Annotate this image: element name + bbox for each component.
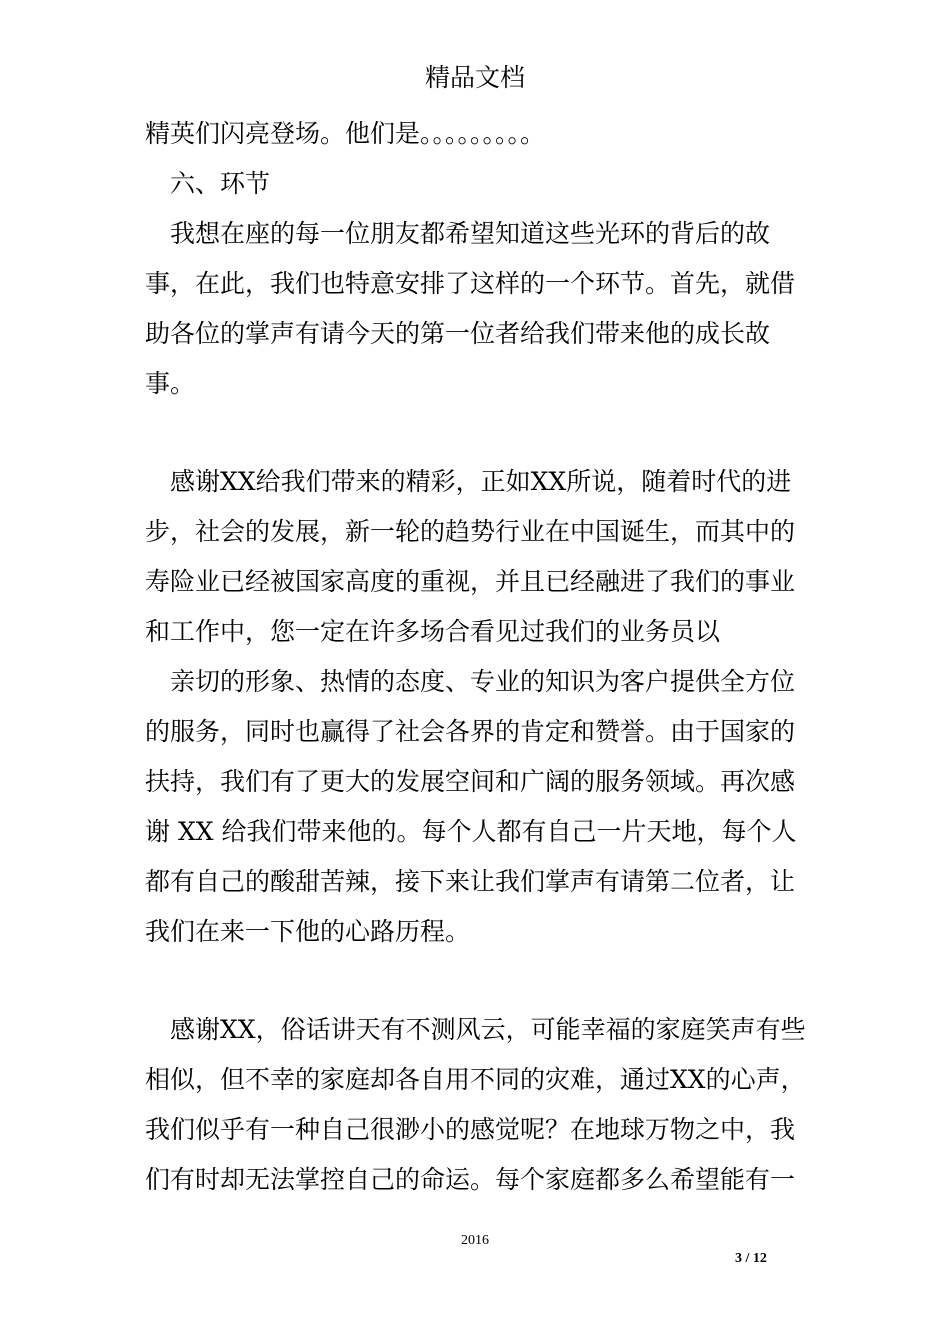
body-line: 步，社会的发展，新一轮的趋势行业在中国诞生，而其中的 xyxy=(145,517,796,546)
body-line: 精英们闪亮登场。他们是。。。。。。。。。 xyxy=(145,119,546,148)
body-line: 助各位的掌声有请今天的第一位者给我们带来他的成长故 xyxy=(145,319,771,348)
body-line: 扶持，我们有了更大的发展空间和广阔的服务领域。再次感 xyxy=(145,767,796,796)
body-line: 亲切的形象、热情的态度、专业的知识为客户提供全方位 xyxy=(170,667,796,696)
body-line: 我们在来一下他的心路历程。 xyxy=(145,917,471,946)
body-line: 我想在座的每一位朋友都希望知道这些光环的背后的故 xyxy=(170,219,771,248)
body-line: 事。 xyxy=(145,369,196,398)
body-line: 我们似乎有一种自己很渺小的感觉呢？在地球万物之中，我 xyxy=(145,1115,796,1144)
page-separator: / xyxy=(745,1251,750,1266)
body-line: 都有自己的酸甜苦辣，接下来让我们掌声有请第二位者，让 xyxy=(145,867,796,896)
body-line: 感谢XX，俗话讲天有不测风云，可能幸福的家庭笑声有些 xyxy=(170,1015,806,1044)
page-number xyxy=(735,1250,767,1268)
page-header-title: 精品文档 xyxy=(424,63,525,92)
page-current: 3 xyxy=(735,1251,742,1266)
footer-year: 2016 xyxy=(461,1233,489,1248)
page-total: 12 xyxy=(752,1251,767,1266)
body-line: 们有时却无法掌控自己的命运。每个家庭都多么希望能有一 xyxy=(145,1165,796,1194)
body-line: 相似，但不幸的家庭却各自用不同的灾难，通过XX的心声， xyxy=(145,1065,806,1094)
section-heading: 六、环节 xyxy=(170,169,271,198)
body-line: 谢 XX 给我们带来他的。每个人都有自己一片天地，每个人 xyxy=(145,817,797,846)
body-line: 寿险业已经被国家高度的重视，并且已经融进了我们的事业 xyxy=(145,567,796,596)
body-line: 的服务，同时也赢得了社会各界的肯定和赞誉。由于国家的 xyxy=(145,717,796,746)
body-line: 事，在此，我们也特意安排了这样的一个环节。首先，就借 xyxy=(145,269,796,298)
body-line: 和工作中，您一定在许多场合看见过我们的业务员以 xyxy=(145,617,721,646)
body-line: 感谢XX给我们带来的精彩，正如XX所说，随着时代的进 xyxy=(170,467,792,496)
